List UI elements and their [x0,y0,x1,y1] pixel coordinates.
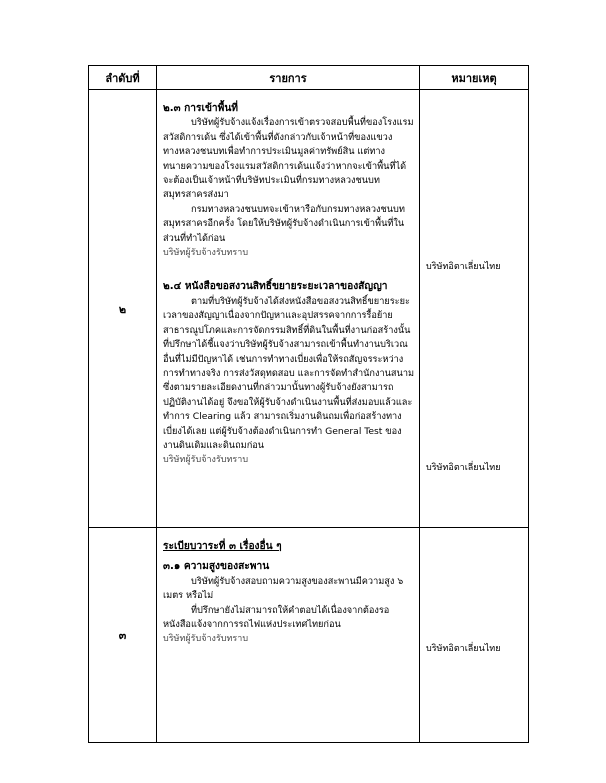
header-row [89,66,529,90]
col-header-item: รายการ [157,66,420,90]
minutes-table [88,65,529,743]
remark-text: บริษัทอิตาเลี่ยนไทย [426,262,501,272]
acknowledgement: บริษัทผู้รับจ้างรับทราบ [163,248,249,259]
row-content [157,528,420,743]
remark-text: บริษัทอิตาเลี่ยนไทย [426,644,501,654]
acknowledgement: บริษัทผู้รับจ้างรับทราบ [163,455,249,466]
row-number: ๒ [89,90,157,528]
paragraph: ตามที่บริษัทผู้รับจ้างได้ส่งหนังสือขอสงวนสิทธิ์ขยายระยะเวลาของสัญญาเนื่องจากปัญหาและอุปสรรคจากการรื้อย้ายสาธารณูปโภคและการจัดกรรมสิทธิ์ที่ดินในพื้นที่งานก่อสร้างนั้น ที่ปรึกษาได้ชี้แจงว่าบริษัทผู้รับจ้างสามารถเข้าพื้นทำงานบริเวณอื่นที่ไม่มีปัญหาได้ เช่นการทำทางเบี่ยงเพื่อให้รถสัญจรระหว่างการทำทางจริง การส่งวัสดุทดสอบ และการจัดทำสำนักงานสนาม ซึ่งตามรายละเอียดงานที่กล่าวมานั้นทางผู้รับจ้างยังสามารถปฏิบัติงานได้อยู่ จึงขอให้ผู้รับจ้างดำเนินงานพื้นที่ส่งมอบแล้วและทำการ Clearing แล้ว สามารถเริ่มงานดินถมเพื่อก่อสร้างทางเบี่ยงได้เลย แต่ผู้รับจ้างต้องดำเนินการทำ General Test ของงานดินเดิมและดินถมก่อน [163,295,415,451]
agenda-heading: ระเบียบวาระที่ ๓ เรื่องอื่น ๆ [163,541,282,552]
table-row [89,528,529,743]
section-heading: ๓.๑ ความสูงของสะพาน [163,561,270,573]
acknowledgement: บริษัทผู้รับจ้างรับทราบ [163,634,249,645]
row-remark [420,528,529,743]
paragraph: กรมทางหลวงชนบทจะเข้าหารือกับกรมทางหลวงชนบทสมุทรสาครอีกครั้ง โดยให้บริษัทผู้รับจ้างดำเนินการเข้าพื้นที่ในส่วนที่ทำได้ก่อน [163,203,405,244]
row-number: ๓ [89,528,157,743]
col-header-remark: หมายเหตุ [420,66,529,90]
paragraph: บริษัทผู้รับจ้างสอบถามความสูงของสะพานมีความสูง ๖ เมตร หรือไม่ [163,575,404,602]
row-content [157,90,420,528]
paragraph: ที่ปรึกษายังไม่สามารถให้คำตอบได้เนื่องจากต้องรอหนังสือแจ้งจากการรถไฟแห่งประเทศไทยก่อน [163,604,390,631]
paragraph: บริษัทผู้รับจ้างแจ้งเรื่องการเข้าตรวจสอบพื้นที่ของโรงแรมสวัสดิการเด้น ซึ่งได้เข้าพื้นที่ดังกล่าวกับเจ้าหน้าที่ของแขวงทางหลวงชนบทเพื่อทำการประเมินมูลค่าทรัพย์สิน แต่ทางทนายความของโรงแรมสวัสดิการเด้นแจ้งว่าหากจะเข้าพื้นที่ได้จะต้องเป็นเจ้าหน้าที่บริษัทประเมินที่กรมทางหลวงชนบทสมุทรสาครส่งมา [163,117,414,201]
col-header-number: ลำดับที่ [89,66,157,90]
table-row [89,90,529,528]
row-remark [420,90,529,528]
section-heading: ๒.๓ การเข้าพื้นที่ [163,103,239,114]
remark-text: บริษัทอิตาเลี่ยนไทย [426,463,501,473]
section-heading: ๒.๔ หนังสือขอสงวนสิทธิ์ขยายระยะเวลาของสัญญา [163,281,388,293]
